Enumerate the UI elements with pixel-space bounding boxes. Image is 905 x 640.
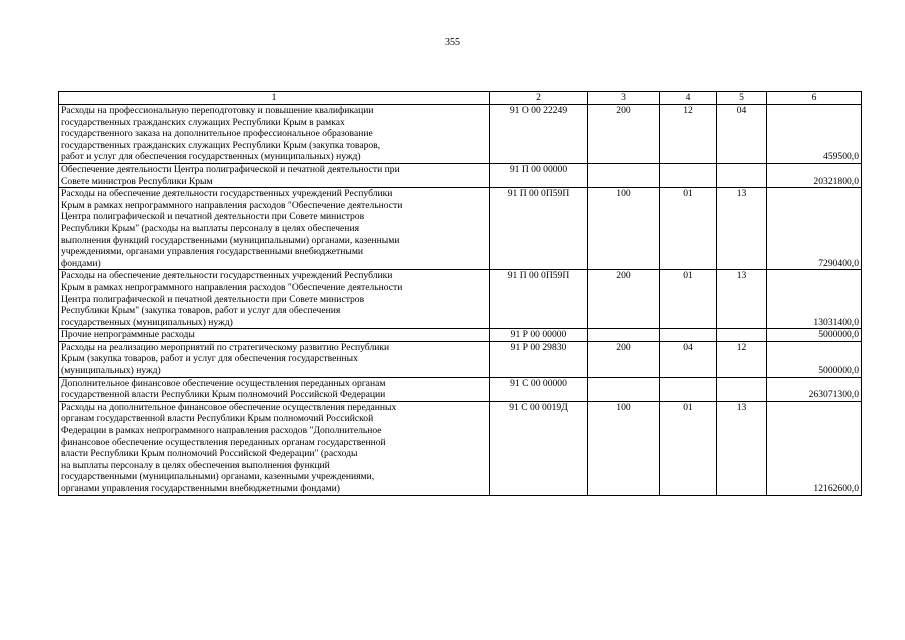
row-amount: 13031400,0 [767,270,862,329]
row-amount: 5000000,0 [767,329,862,342]
row-subsection [717,329,767,342]
header-row [59,92,862,105]
header-col-6: 6 [767,92,862,105]
row-description: Расходы на дополнительное финансовое обеспечение осуществления переданных органам государственной власти Республики Крым полномочий Российской Федерации в рамках непрограммного направления расходов "Дополнительное финансовое обеспечение осуществления переданных органам государственной власти Республики Крым полномочий Российской Федерации" (расходы на выплаты персоналу в целях обеспечения выполнения функций государственными (муниципальными) органами, казенными учреждениями, органами управления государственными внебюджетными фондами) [59,401,490,495]
row-subsection [717,377,767,401]
row-subsection: 13 [717,270,767,329]
header-col-4: 4 [660,92,717,105]
row-code: 91 П 00 0П59П [490,188,588,270]
row-section: 01 [660,270,717,329]
row-code: 91 О 00 22249 [490,105,588,164]
row-subsection [717,163,767,187]
row-section [660,377,717,401]
header-col-1: 1 [59,92,490,105]
page-number: 355 [445,37,460,48]
row-description: Дополнительное финансовое обеспечение осуществления переданных органам государственной власти Республики Крым полномочий Российской Федерации [59,377,490,401]
row-code: 91 Р 00 29830 [490,341,588,377]
table-row [59,377,862,401]
row-code: 91 П 00 0П59П [490,270,588,329]
row-amount: 7290400,0 [767,188,862,270]
row-code: 91 С 00 0019Д [490,401,588,495]
row-subsection: 13 [717,401,767,495]
row-subsection: 12 [717,341,767,377]
row-code: 91 П 00 00000 [490,163,588,187]
row-description: Расходы на профессиональную переподготовку и повышение квалификации государственных гражданских служащих Республики Крым в рамках государственного заказа на дополнительное профессиональное образование государственных гражданских служащих Республики Крым (закупка товаров, работ и услуг для обеспечения государственных (муниципальных) нужд) [59,105,490,164]
table-row [59,341,862,377]
row-amount: 12162600,0 [767,401,862,495]
header-col-2: 2 [490,92,588,105]
row-section: 01 [660,188,717,270]
row-amount: 459500,0 [767,105,862,164]
table-row [59,163,862,187]
row-description: Расходы на реализацию мероприятий по стратегическому развитию Республики Крым (закупка товаров, работ и услуг для обеспечения государственных (муниципальных) нужд) [59,341,490,377]
row-code: 91 С 00 00000 [490,377,588,401]
row-description: Прочие непрограммные расходы [59,329,490,342]
budget-table [58,91,862,496]
row-section [660,163,717,187]
table-row [59,329,862,342]
row-expense-type: 200 [588,105,660,164]
row-description: Расходы на обеспечение деятельности государственных учреждений Республики Крым в рамках непрограммного направления расходов "Обеспечение деятельности Центра полиграфической и печатной деятельности при Совете министров Республики Крым" (закупка товаров, работ и услуг для обеспечения государственных (муниципальных) нужд) [59,270,490,329]
row-description: Обеспечение деятельности Центра полиграфической и печатной деятельности при Совете министров Республики Крым [59,163,490,187]
row-expense-type: 200 [588,270,660,329]
row-expense-type [588,377,660,401]
row-amount: 263071300,0 [767,377,862,401]
row-expense-type: 200 [588,341,660,377]
row-section [660,329,717,342]
row-expense-type: 100 [588,188,660,270]
row-section: 01 [660,401,717,495]
row-subsection: 04 [717,105,767,164]
row-code: 91 Р 00 00000 [490,329,588,342]
table-row [59,270,862,329]
row-amount: 20321800,0 [767,163,862,187]
row-expense-type [588,329,660,342]
table-row [59,401,862,495]
row-subsection: 13 [717,188,767,270]
row-amount: 5000000,0 [767,341,862,377]
table-row [59,188,862,270]
row-section: 04 [660,341,717,377]
row-section: 12 [660,105,717,164]
row-expense-type [588,163,660,187]
budget-table-body [59,92,862,496]
header-col-5: 5 [717,92,767,105]
header-col-3: 3 [588,92,660,105]
row-expense-type: 100 [588,401,660,495]
row-description: Расходы на обеспечение деятельности государственных учреждений Республики Крым в рамках непрограммного направления расходов "Обеспечение деятельности Центра полиграфической и печатной деятельности при Совете министров Республики Крым" (расходы на выплаты персоналу в целях обеспечения выполнения функций государственными (муниципальными) органами, казенными учреждениями, органами управления государственными внебюджетными фондами) [59,188,490,270]
table-row [59,105,862,164]
